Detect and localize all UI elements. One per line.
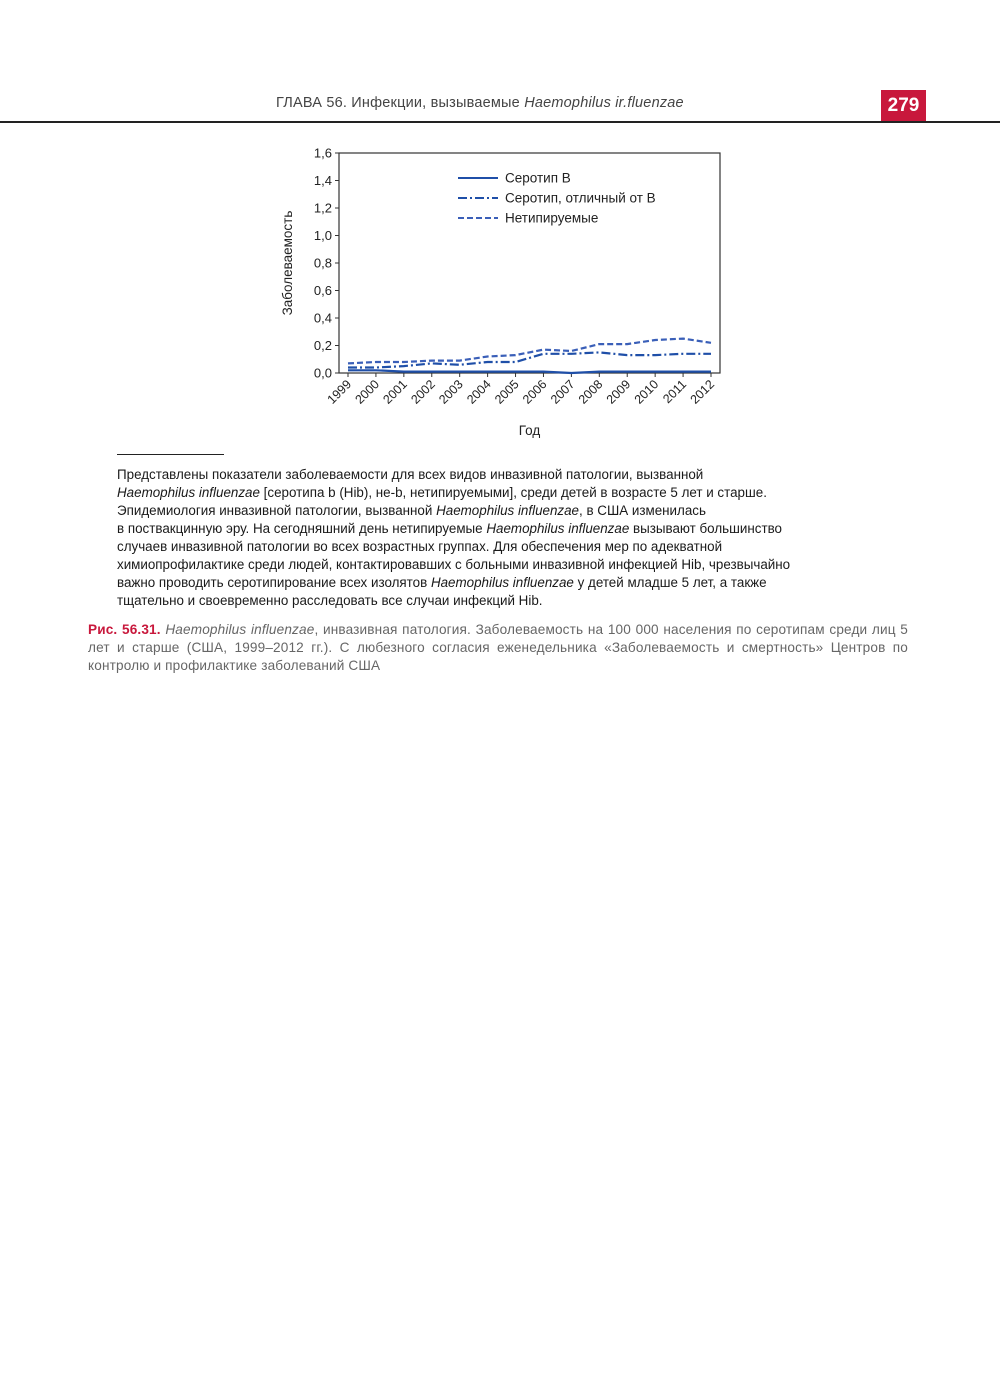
caption-text: [серотипа b (Hib), не-b, нетипируемыми], среди детей в возрасте 5 лет и старше. (259, 485, 767, 500)
caption-line (117, 520, 897, 538)
y-tick-label: 0,2 (313, 338, 332, 353)
figure-organism: Haemophilus influenzae (165, 622, 315, 637)
caption-text: у детей младше 5 лет, а также (573, 575, 767, 590)
y-tick-label: 0,6 (313, 283, 332, 298)
caption-line: тщательно и своевременно расследовать все случаи инфекций Hib. (117, 593, 543, 608)
x-tick-label: 2004 (464, 377, 494, 407)
legend-label: Серотип, отличный от B (505, 190, 656, 206)
legend-label: Серотип B (505, 170, 571, 186)
x-tick-label: 2008 (575, 377, 606, 407)
caption-text: , в США изменилась (579, 503, 706, 518)
caption-line: случаев инвазивной патологии во всех возрастных группах. Для обеспечения мер по адекватной (117, 539, 723, 554)
organism-name: Haemophilus influenzae (486, 521, 630, 536)
legend-label: Нетипируемые (505, 210, 599, 226)
y-tick-label: 1,0 (313, 228, 332, 243)
chart-series-lines (348, 339, 711, 373)
caption-line: Представлены показатели заболеваемости для всех видов инвазивной патологии, вызванной (117, 467, 704, 482)
x-tick-label: 2010 (631, 377, 662, 407)
series-line (348, 352, 711, 367)
incidence-line-chart (270, 140, 740, 445)
chapter-title-italic: Haemophilus ir.fluenzae (524, 95, 684, 111)
x-tick-label: 2006 (520, 377, 550, 407)
organism-name: Haemophilus influenzae (430, 575, 574, 590)
x-tick-label: 2000 (352, 377, 383, 407)
organism-name: Haemophilus influenzae (117, 485, 260, 500)
y-tick-label: 1,4 (313, 173, 332, 188)
x-tick-label: 2002 (408, 377, 438, 407)
chapter-header (276, 95, 684, 111)
x-tick-label: 2001 (380, 377, 410, 407)
y-tick-label: 1,2 (313, 200, 332, 216)
chart-axes (280, 146, 720, 439)
y-tick-label: 0,0 (313, 365, 332, 381)
caption-line (117, 502, 897, 520)
x-tick-label: 2012 (687, 377, 718, 407)
x-tick-label: 2005 (492, 377, 522, 407)
figure-description (117, 466, 897, 610)
x-tick-label: 2009 (603, 377, 634, 407)
header-rule (0, 121, 1000, 123)
organism-name: Haemophilus influenzae (436, 503, 580, 518)
caption-text: в поствакцинную эру. На сегодняшний день нетипируемые (117, 521, 487, 536)
y-axis-label: Заболеваемость (280, 210, 295, 316)
y-tick-label: 0,4 (313, 310, 332, 326)
x-tick-label: 2011 (660, 377, 690, 407)
caption-text: важно проводить серотипирование всех изолятов (117, 575, 431, 590)
figure-caption (88, 621, 908, 675)
caption-line: химиопрофилактике среди людей, контактировавших с больными инвазивной инфекцией Hib, чрезвычайно (117, 557, 791, 572)
caption-text: Эпидемиология инвазивной патологии, вызванной (117, 503, 437, 518)
caption-line (117, 484, 897, 502)
series-line (348, 339, 711, 364)
caption-line (117, 574, 897, 592)
caption-text: вызывают большинство (629, 521, 782, 536)
chart-legend (458, 171, 656, 226)
x-tick-label: 2003 (436, 377, 466, 407)
x-tick-label: 2007 (547, 377, 578, 407)
chapter-title: ГЛАВА 56. Инфекции, вызываемые (276, 95, 520, 111)
x-axis-label: Год (518, 423, 541, 438)
series-line (348, 370, 711, 373)
page-number-badge: 279 (881, 90, 926, 121)
figure-label: Рис. 56.31. (88, 622, 161, 637)
caption-separator (117, 454, 224, 455)
figure-caption-text: , инвазивная патология. Заболеваемость на 100 000 населения по серотипам среди лиц 5 лет и старше (США, 1999–2012 гг.). С любезного согласия еженедельника «Заболеваемость и смертность» Центров по контролю и профилактике заболеваний США (88, 622, 909, 673)
y-tick-label: 1,6 (313, 145, 332, 161)
x-tick-label: 1999 (324, 377, 355, 407)
y-tick-label: 0,8 (313, 255, 332, 271)
